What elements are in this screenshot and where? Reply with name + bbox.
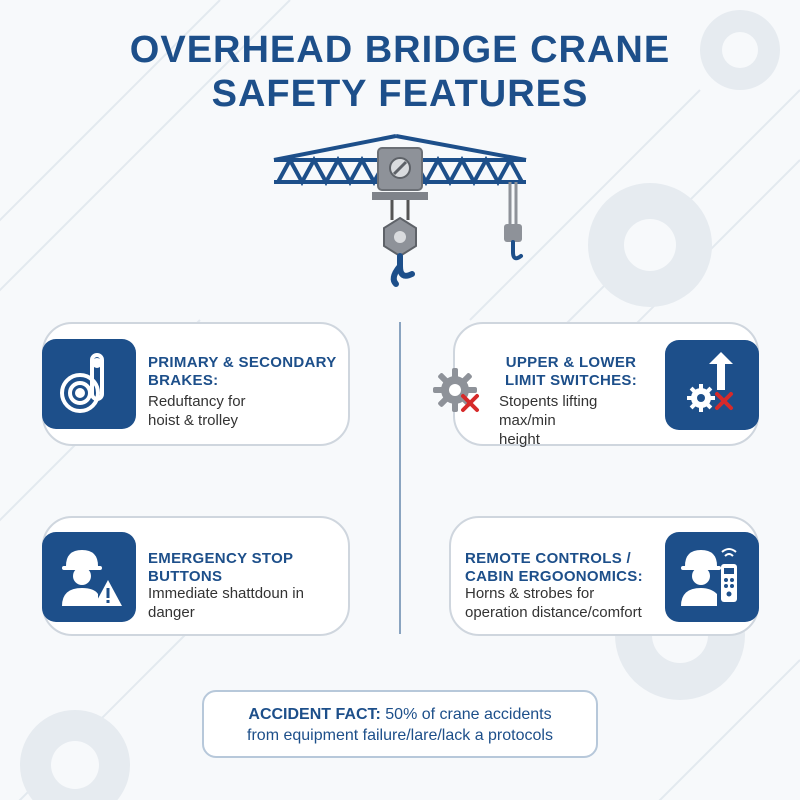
card-remote-text-line1: Horns & strobes for bbox=[465, 585, 595, 602]
card-emergency-text-line1: Immediate shattdoun in bbox=[148, 585, 304, 602]
card-emergency-title bbox=[148, 550, 293, 586]
brake-lever-icon bbox=[54, 349, 124, 419]
card-emergency-text bbox=[148, 584, 304, 622]
limit-switch-gear-icon bbox=[677, 350, 747, 420]
gear-error-icon bbox=[433, 368, 485, 414]
card-remote-title bbox=[465, 550, 643, 586]
card-brakes-title-line1: PRIMARY & SECONDARY bbox=[148, 354, 337, 371]
card-brakes bbox=[42, 322, 350, 446]
card-brakes-text-line2: hoist & trolley bbox=[148, 412, 239, 429]
emergency-icon-box bbox=[42, 532, 136, 622]
card-brakes-text-line1: Reduftancy for bbox=[148, 393, 246, 410]
card-limit-text-line2: max/min bbox=[499, 412, 556, 429]
accident-fact-line1 bbox=[204, 704, 596, 725]
limit-switch-icon-box bbox=[665, 340, 759, 430]
card-remote-controls bbox=[449, 516, 759, 636]
overhead-crane-icon bbox=[268, 128, 532, 290]
card-limit-text-line1: Stopents lifting bbox=[499, 393, 598, 410]
card-brakes-title-line2: BRAKES: bbox=[148, 372, 219, 389]
worker-warning-icon bbox=[54, 542, 124, 612]
card-limit-text bbox=[499, 392, 597, 449]
title-line-2: SAFETY FEATURES bbox=[211, 73, 589, 115]
card-brakes-title bbox=[148, 354, 337, 390]
card-brakes-text bbox=[148, 392, 246, 430]
remote-icon-box bbox=[665, 532, 759, 622]
accident-fact-text-line2: from equipment failure/lare/lack a protocols bbox=[247, 727, 553, 744]
accident-fact-text-line1: 50% of crane accidents bbox=[380, 706, 552, 723]
card-limit-title bbox=[503, 354, 639, 390]
card-emergency-stop bbox=[42, 516, 350, 636]
card-limit-title-line1: UPPER & LOWER bbox=[505, 354, 637, 371]
center-divider bbox=[399, 322, 401, 634]
title-line-1: OVERHEAD BRIDGE CRANE bbox=[129, 29, 671, 71]
card-remote-text bbox=[465, 584, 642, 622]
card-remote-title-line1: REMOTE CONTROLS / bbox=[465, 550, 631, 567]
card-limit-text-line3: height bbox=[499, 431, 540, 448]
card-emergency-title-line2: BUTTONS bbox=[148, 568, 223, 585]
card-remote-text-line2: operation distance/comfort bbox=[465, 604, 642, 621]
brake-icon-box bbox=[42, 339, 136, 429]
accident-fact-label: ACCIDENT FACT: bbox=[248, 706, 381, 723]
page-title bbox=[0, 28, 800, 116]
card-limit-title-line2: LIMIT SWITCHES: bbox=[505, 372, 637, 389]
card-emergency-title-line1: EMERGENCY STOP bbox=[148, 550, 294, 567]
card-remote-title-line2: CABIN ERGOONOMICS: bbox=[465, 568, 643, 585]
card-emergency-text-line2: danger bbox=[148, 604, 195, 621]
card-limit-switches bbox=[453, 322, 759, 446]
worker-remote-icon bbox=[677, 542, 747, 612]
accident-fact-box bbox=[202, 690, 598, 758]
